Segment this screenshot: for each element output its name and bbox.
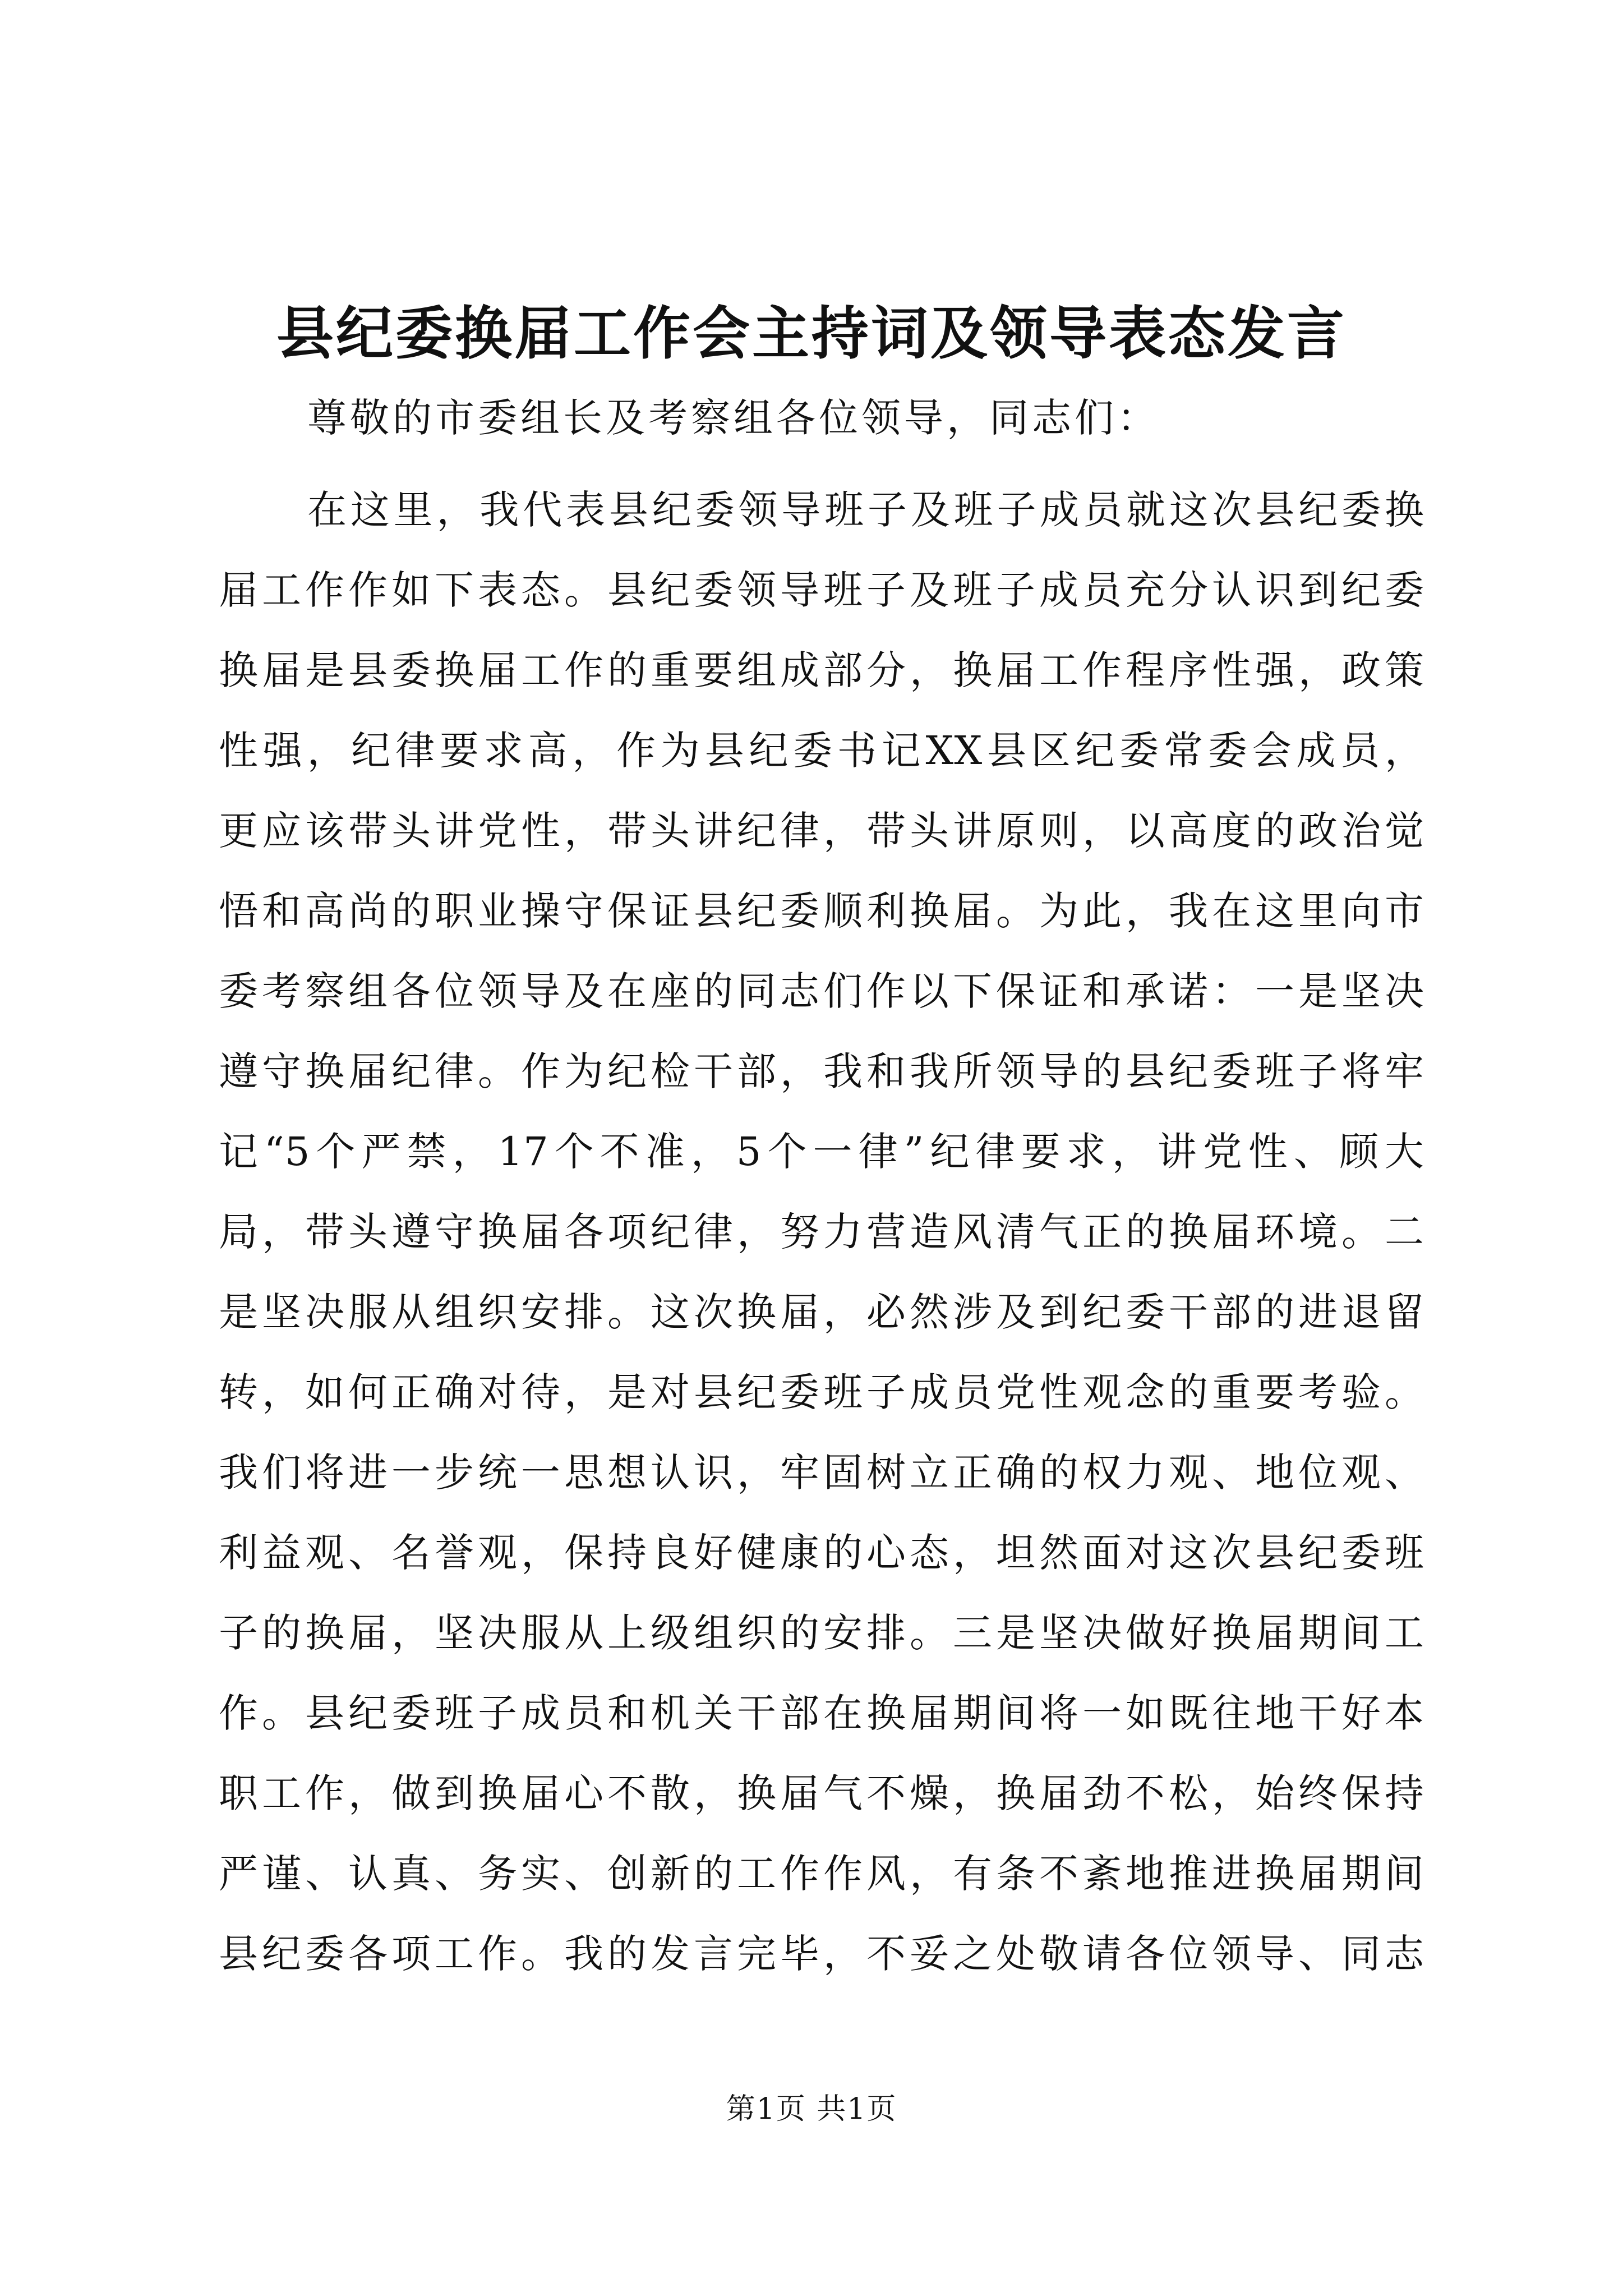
paragraph-line: 性强，纪律要求高，作为县纪委书记XX县区纪委常委会成员，: [219, 728, 1424, 774]
paragraph-line: 是坚决服从组织安排。这次换届，必然涉及到纪委干部的进退留: [219, 1289, 1424, 1335]
body-paragraph: [219, 470, 1424, 1994]
paragraph-line: 作。县纪委班子成员和机关干部在换届期间将一如既往地干好本: [219, 1690, 1424, 1736]
paragraph-line: 届工作作如下表态。县纪委领导班子及班子成员充分认识到纪委: [219, 567, 1424, 613]
paragraph-line: 悟和高尚的职业操守保证县纪委顺利换届。为此，我在这里向市: [219, 888, 1424, 934]
paragraph-line: 县纪委各项工作。我的发言完毕，不妥之处敬请各位领导、同志: [219, 1931, 1424, 1977]
paragraph-line: 更应该带头讲党性，带头讲纪律，带头讲原则，以高度的政治觉: [219, 808, 1424, 854]
paragraph-line: 局，带头遵守换届各项纪律，努力营造风清气正的换届环境。二: [219, 1209, 1424, 1255]
paragraph-line: 子的换届，坚决服从上级组织的安排。三是坚决做好换届期间工: [219, 1610, 1424, 1656]
paragraph-line: 换届是县委换届工作的重要组成部分，换届工作程序性强，政策: [219, 647, 1424, 693]
paragraph-line: 记“5个严禁，17个不准，5个一律”纪律要求，讲党性、顾大: [219, 1129, 1424, 1175]
paragraph-line: 严谨、认真、务实、创新的工作作风，有条不紊地推进换届期间: [219, 1851, 1424, 1897]
paragraph-line: 职工作，做到换届心不散，换届气不燥，换届劲不松，始终保持: [219, 1770, 1424, 1816]
paragraph-line: 利益观、名誉观，保持良好健康的心态，坦然面对这次县纪委班: [219, 1530, 1424, 1576]
paragraph-line: 转，如何正确对待，是对县纪委班子成员党性观念的重要考验。: [219, 1369, 1424, 1415]
paragraph-line: 我们将进一步统一思想认识，牢固树立正确的权力观、地位观、: [219, 1450, 1424, 1496]
document-title: 县纪委换届工作会主持词及领导表态发言: [276, 300, 1347, 367]
page-number-footer: 第1页 共1页: [726, 2092, 897, 2126]
paragraph-line: 遵守换届纪律。作为纪检干部，我和我所领导的县纪委班子将牢: [219, 1048, 1424, 1094]
paragraph-line: 委考察组各位领导及在座的同志们作以下保证和承诺：一是坚决: [219, 968, 1424, 1014]
paragraph-line: 在这里，我代表县纪委领导班子及班子成员就这次县纪委换: [307, 487, 1424, 533]
salutation: 尊敬的市委组长及考察组各位领导，同志们：: [307, 395, 1160, 441]
